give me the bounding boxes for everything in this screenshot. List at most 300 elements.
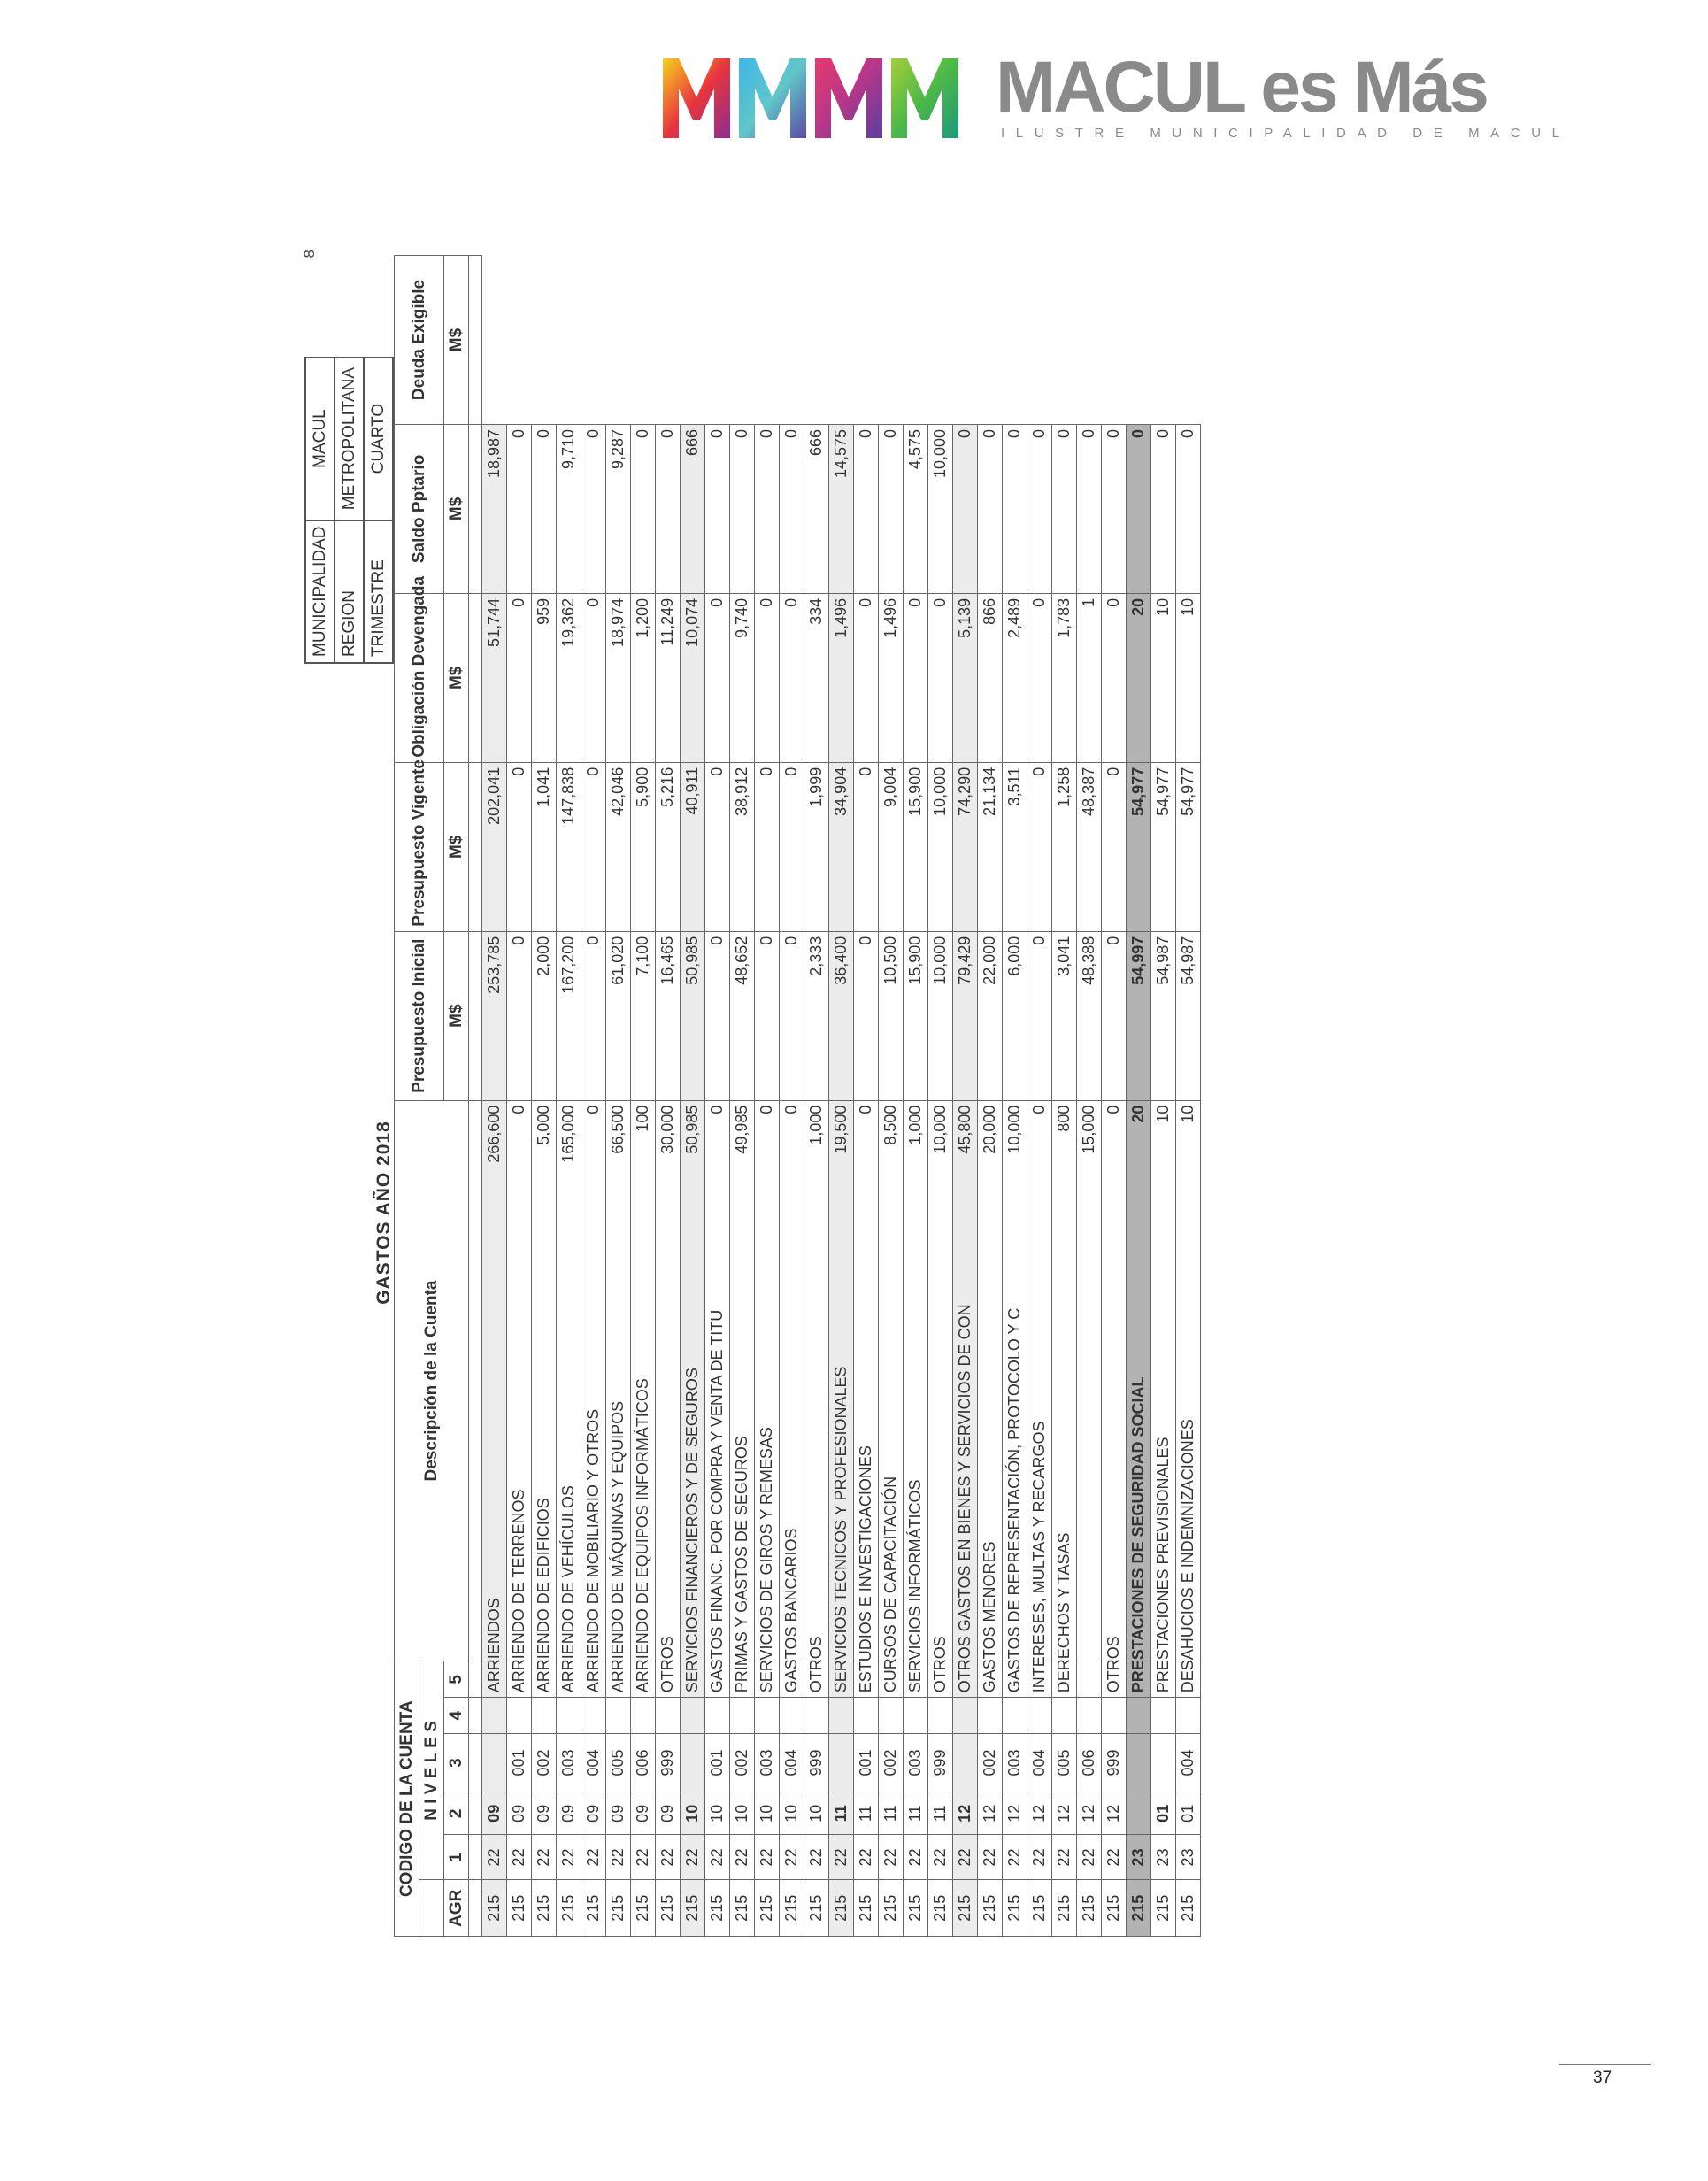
obligacion-devengada-value: 1,258 [1052,762,1077,931]
code-level-3: 004 [581,1733,606,1792]
presupuesto-vigente-value: 10,000 [928,931,953,1100]
presupuesto-inicial-value: 50,985 [681,1100,705,1661]
deuda-exigible-value: 0 [1077,424,1102,593]
scanned-budget-sheet [301,248,1425,1956]
code-level-agr: 215 [829,1880,854,1937]
info-value: METROPOLITANA [335,358,364,520]
presupuesto-inicial-value: 1,000 [904,1100,928,1661]
deuda-exigible-value: 4,575 [904,424,928,593]
code-level-1: 23 [1127,1835,1151,1880]
saldo-pptario-value: 0 [904,593,928,762]
presupuesto-vigente-value: 2,000 [532,931,557,1100]
obligacion-devengada-value: 1,999 [804,762,829,931]
presupuesto-vigente-value: 0 [507,931,532,1100]
account-description: ESTUDIOS E INVESTIGACIONES [854,1661,879,1698]
code-level-1: 22 [953,1835,978,1880]
code-level-2: 12 [1027,1792,1052,1835]
presupuesto-vigente-value: 0 [780,931,804,1100]
saldo-pptario-value: 1 [1077,593,1102,762]
saldo-pptario-value: 0 [780,593,804,762]
saldo-pptario-value: 0 [755,593,780,762]
footer-rule [1559,2064,1651,2065]
presupuesto-inicial-value: 165,000 [557,1100,581,1661]
code-level-3: 004 [1176,1733,1201,1792]
presupuesto-vigente-value: 253,785 [482,931,507,1100]
account-description: OTROS [804,1661,829,1698]
code-level-agr: 215 [1052,1880,1077,1937]
code-level-4 [705,1698,730,1734]
macul-logo-mark [659,53,969,142]
presupuesto-inicial-value: 30,000 [656,1100,681,1661]
presupuesto-inicial-value: 0 [1027,1100,1052,1661]
code-level-4 [1027,1698,1052,1734]
saldo-pptario-value: 19,362 [557,593,581,762]
code-level-1: 22 [1102,1835,1127,1880]
presupuesto-vigente-value: 61,020 [606,931,631,1100]
saldo-pptario-value: 0 [1102,593,1127,762]
code-level-3 [681,1733,705,1792]
deuda-exigible-value: 0 [631,424,656,593]
presupuesto-vigente-value: 0 [705,931,730,1100]
code-level-1: 22 [681,1835,705,1880]
deuda-exigible-value: 0 [854,424,879,593]
code-level-2: 10 [730,1792,755,1835]
deuda-exigible-value: 0 [879,424,904,593]
table-row [854,256,879,1937]
presupuesto-vigente-value: 0 [581,931,606,1100]
deuda-exigible-value: 14,575 [829,424,854,593]
code-level-4 [581,1698,606,1734]
code-level-3: 005 [606,1733,631,1792]
unit-col1: M$ [444,931,469,1100]
header-level-3: 3 [444,1733,469,1792]
presupuesto-vigente-value: 16,465 [656,931,681,1100]
saldo-pptario-value: 10,074 [681,593,705,762]
presupuesto-inicial-value: 20,000 [978,1100,1003,1661]
obligacion-devengada-value: 0 [1027,762,1052,931]
deuda-exigible-value: 0 [953,424,978,593]
code-level-3: 001 [507,1733,532,1792]
account-description: GASTOS DE REPRESENTACIÓN, PROTOCOLO Y C [1003,1661,1027,1698]
table-row [978,256,1003,1937]
obligacion-devengada-value: 0 [1102,762,1127,931]
code-level-agr: 215 [904,1880,928,1937]
account-description: GASTOS MENORES [978,1661,1003,1698]
obligacion-devengada-value: 42,046 [606,762,631,931]
saldo-pptario-value: 0 [507,593,532,762]
deuda-exigible-value: 0 [1052,424,1077,593]
header-deuda-exigible: Deuda Exigible [395,256,444,425]
code-level-2: 09 [656,1792,681,1835]
logo-subtitle: ILUSTRE MUNICIPALIDAD DE MACUL [1001,126,1571,141]
code-level-agr: 215 [705,1880,730,1937]
presupuesto-inicial-value: 8,500 [879,1100,904,1661]
document-title: GASTOS AÑO 2018 [373,1121,394,1305]
presupuesto-vigente-value: 0 [854,931,879,1100]
code-level-4 [829,1698,854,1734]
code-level-2: 12 [1077,1792,1102,1835]
code-level-3: 003 [755,1733,780,1792]
info-value: CUARTO [364,358,393,520]
account-description: GASTOS BANCARIOS [780,1661,804,1698]
deuda-exigible-value: 0 [1151,424,1176,593]
code-level-3 [953,1733,978,1792]
obligacion-devengada-value: 34,904 [829,762,854,931]
deuda-exigible-value: 0 [656,424,681,593]
unit-col3: M$ [444,593,469,762]
code-level-1: 22 [904,1835,928,1880]
header-obligacion-devengada: Obligación Devengada [395,593,444,762]
unit-col4: M$ [444,424,469,593]
saldo-pptario-value: 0 [581,593,606,762]
account-description: ARRIENDO DE EQUIPOS INFORMÁTICOS [631,1661,656,1698]
presupuesto-vigente-value: 3,041 [1052,931,1077,1100]
table-row [631,256,656,1937]
code-level-1: 22 [656,1835,681,1880]
unit-col5: M$ [444,256,469,425]
code-level-3: 002 [978,1733,1003,1792]
deuda-exigible-value: 0 [755,424,780,593]
code-level-1: 22 [705,1835,730,1880]
code-level-3: 002 [532,1733,557,1792]
presupuesto-inicial-value: 1,000 [804,1100,829,1661]
table-row [1052,256,1077,1937]
presupuesto-vigente-value: 48,388 [1077,931,1102,1100]
presupuesto-inicial-value: 266,600 [482,1100,507,1661]
table-row [681,256,705,1937]
code-level-4 [1052,1698,1077,1734]
presupuesto-inicial-value: 10 [1176,1100,1201,1661]
presupuesto-vigente-value: 15,900 [904,931,928,1100]
account-description [953,1661,978,1698]
header-level-5: 5 [444,1661,469,1698]
page-number: 37 [1593,2069,1612,2087]
presupuesto-inicial-value: 0 [507,1100,532,1661]
presupuesto-vigente-value: 6,000 [1003,931,1027,1100]
obligacion-devengada-value: 40,911 [681,762,705,931]
table-row [1077,256,1102,1937]
saldo-pptario-value: 2,489 [1003,593,1027,762]
code-level-4 [854,1698,879,1734]
presupuesto-inicial-value: 19,500 [829,1100,854,1661]
presupuesto-inicial-value: 45,800 [953,1100,978,1661]
code-level-2: 09 [557,1792,581,1835]
saldo-pptario-value: 11,249 [656,593,681,762]
code-level-2: 01 [1176,1792,1201,1835]
code-level-agr: 215 [953,1880,978,1937]
code-level-4 [656,1698,681,1734]
saldo-pptario-value: 0 [928,593,953,762]
table-row [581,256,606,1937]
code-level-1: 22 [780,1835,804,1880]
code-level-2: 10 [804,1792,829,1835]
code-level-1: 22 [755,1835,780,1880]
code-level-4 [928,1698,953,1734]
code-level-4 [557,1698,581,1734]
presupuesto-inicial-value: 5,000 [532,1100,557,1661]
saldo-pptario-value: 1,496 [829,593,854,762]
code-level-3: 004 [780,1733,804,1792]
header-level-2: 2 [444,1792,469,1835]
code-level-agr: 215 [879,1880,904,1937]
code-level-2: 11 [928,1792,953,1835]
code-level-3: 006 [1077,1733,1102,1792]
code-level-3: 002 [879,1733,904,1792]
presupuesto-vigente-value: 10,500 [879,931,904,1100]
deuda-exigible-value: 0 [978,424,1003,593]
code-level-4 [1077,1698,1102,1734]
obligacion-devengada-value: 1,041 [532,762,557,931]
code-level-2: 09 [606,1792,631,1835]
code-level-2: 12 [1102,1792,1127,1835]
deuda-exigible-value: 0 [532,424,557,593]
info-row [364,358,393,663]
obligacion-devengada-value: 74,290 [953,762,978,931]
saldo-pptario-value: 51,744 [482,593,507,762]
code-level-3: 005 [1052,1733,1077,1792]
code-level-3: 003 [1003,1733,1027,1792]
code-level-3: 004 [1027,1733,1052,1792]
code-level-3: 003 [904,1733,928,1792]
table-row [532,256,557,1937]
code-level-3: 999 [928,1733,953,1792]
obligacion-devengada-value: 38,912 [730,762,755,931]
presupuesto-vigente-value: 54,997 [1127,931,1151,1100]
table-row [829,256,854,1937]
deuda-exigible-value: 0 [705,424,730,593]
code-level-2: 01 [1151,1792,1176,1835]
code-level-2: 09 [507,1792,532,1835]
presupuesto-vigente-value: 48,652 [730,931,755,1100]
table-row [804,256,829,1937]
code-level-agr: 215 [1003,1880,1027,1937]
obligacion-devengada-value: 5,900 [631,762,656,931]
account-description: ARRIENDO DE EDIFICIOS [532,1661,557,1698]
deuda-exigible-value: 18,987 [482,424,507,593]
code-level-3: 001 [705,1733,730,1792]
code-level-1: 22 [606,1835,631,1880]
table-row [1176,256,1201,1937]
code-level-agr: 215 [631,1880,656,1937]
deuda-exigible-value: 0 [780,424,804,593]
code-level-4 [1127,1698,1151,1734]
code-level-agr: 215 [656,1880,681,1937]
info-value: MACUL [305,358,335,520]
presupuesto-inicial-value: 15,000 [1077,1100,1102,1661]
expenses-table [394,255,1201,1937]
table-row [557,256,581,1937]
presupuesto-vigente-value: 54,987 [1151,931,1176,1100]
code-level-2: 09 [482,1792,507,1835]
code-level-agr: 215 [606,1880,631,1937]
code-level-2: 12 [953,1792,978,1835]
table-row [1027,256,1052,1937]
obligacion-devengada-value: 0 [581,762,606,931]
saldo-pptario-value: 0 [854,593,879,762]
code-level-3: 003 [557,1733,581,1792]
code-level-1: 22 [631,1835,656,1880]
obligacion-devengada-value: 0 [854,762,879,931]
presupuesto-inicial-value: 0 [1102,1100,1127,1661]
code-level-agr: 215 [730,1880,755,1937]
presupuesto-inicial-value: 100 [631,1100,656,1661]
code-level-2: 11 [879,1792,904,1835]
code-level-1: 23 [1151,1835,1176,1880]
code-level-1: 22 [804,1835,829,1880]
obligacion-devengada-value: 21,134 [978,762,1003,931]
account-description: PRESTACIONES PREVISIONALES [1151,1661,1176,1698]
deuda-exigible-value: 0 [1127,424,1151,593]
code-level-2: 12 [1052,1792,1077,1835]
info-row [305,358,335,663]
code-level-agr: 215 [1102,1880,1127,1937]
presupuesto-inicial-value: 20 [1127,1100,1151,1661]
obligacion-devengada-value: 10,000 [928,762,953,931]
sheet-corner-number: 8 [301,250,318,258]
code-level-2: 09 [631,1792,656,1835]
header-presupuesto-inicial: Presupuesto Inicial [395,931,444,1100]
header-level-1: 1 [444,1835,469,1880]
deuda-exigible-value: 666 [681,424,705,593]
code-level-3: 006 [631,1733,656,1792]
presupuesto-vigente-value: 36,400 [829,931,854,1100]
obligacion-devengada-value: 54,977 [1176,762,1201,931]
code-level-1: 22 [854,1835,879,1880]
table-row [1003,256,1027,1937]
presupuesto-vigente-value: 50,985 [681,931,705,1100]
code-level-agr: 215 [854,1880,879,1937]
table-row [904,256,928,1937]
account-description: DESAHUCIOS E INDEMNIZACIONES [1176,1661,1201,1698]
saldo-pptario-value: 0 [1027,593,1052,762]
account-description: ARRIENDO DE MOBILIARIO Y OTROS [581,1661,606,1698]
code-level-4 [755,1698,780,1734]
code-level-agr: 215 [1027,1880,1052,1937]
code-level-1: 23 [1176,1835,1201,1880]
account-description [1127,1661,1151,1698]
code-level-1: 22 [532,1835,557,1880]
account-description: OTROS [1102,1661,1127,1698]
info-label: TRIMESTRE [364,520,393,663]
saldo-pptario-value: 9,740 [730,593,755,762]
code-level-agr: 215 [482,1880,507,1937]
deuda-exigible-value: 9,710 [557,424,581,593]
code-level-3 [1151,1733,1176,1792]
obligacion-devengada-value: 48,387 [1077,762,1102,931]
deuda-exigible-value: 666 [804,424,829,593]
account-description: SERVICIOS INFORMÁTICOS [904,1661,928,1698]
account-description: CURSOS DE CAPACITACIÓN [879,1661,904,1698]
table-row [730,256,755,1937]
saldo-pptario-value: 18,974 [606,593,631,762]
code-level-1: 22 [879,1835,904,1880]
code-level-2 [1127,1792,1151,1835]
code-level-4 [1102,1698,1127,1734]
code-level-2: 09 [581,1792,606,1835]
saldo-pptario-value: 10 [1151,593,1176,762]
account-description [829,1661,854,1698]
code-level-2: 10 [705,1792,730,1835]
code-level-1: 22 [730,1835,755,1880]
saldo-pptario-value: 20 [1127,593,1151,762]
table-row [755,256,780,1937]
account-description [1077,1661,1102,1698]
table-row [780,256,804,1937]
code-level-3: 999 [804,1733,829,1792]
code-level-4 [681,1698,705,1734]
deuda-exigible-value: 0 [1176,424,1201,593]
presupuesto-vigente-value: 2,333 [804,931,829,1100]
obligacion-devengada-value: 3,511 [1003,762,1027,931]
info-label: REGION [335,520,364,663]
info-box [304,357,394,664]
saldo-pptario-value: 5,139 [953,593,978,762]
obligacion-devengada-value: 0 [507,762,532,931]
code-level-2: 11 [854,1792,879,1835]
obligacion-devengada-value: 54,977 [1151,762,1176,931]
code-level-3: 002 [730,1733,755,1792]
code-level-4 [730,1698,755,1734]
table-row [1151,256,1176,1937]
obligacion-devengada-value: 9,004 [879,762,904,931]
presupuesto-vigente-value: 167,200 [557,931,581,1100]
presupuesto-vigente-value: 54,987 [1176,931,1201,1100]
header-presupuesto-vigente: Presupuesto Vigente [395,762,444,931]
code-level-4 [1176,1698,1201,1734]
saldo-pptario-value: 10 [1176,593,1201,762]
presupuesto-vigente-value: 79,429 [953,931,978,1100]
obligacion-devengada-value: 0 [755,762,780,931]
code-level-4 [606,1698,631,1734]
code-level-1: 22 [1077,1835,1102,1880]
obligacion-devengada-value: 0 [780,762,804,931]
code-level-1: 22 [507,1835,532,1880]
header-description: Descripción de la Cuenta [395,1100,469,1661]
account-description: GASTOS FINANC. POR COMPRA Y VENTA DE TITU [705,1661,730,1698]
presupuesto-inicial-value: 66,500 [606,1100,631,1661]
deuda-exigible-value: 10,000 [928,424,953,593]
code-level-agr: 215 [532,1880,557,1937]
account-description: OTROS [656,1661,681,1698]
code-level-1: 22 [482,1835,507,1880]
header-saldo-pptario: Saldo Pptario [395,424,444,593]
header-code-group: CODIGO DE LA CUENTA [395,1661,419,1937]
header-level-4: 4 [444,1698,469,1734]
account-description [482,1661,507,1698]
table-row [705,256,730,1937]
code-level-2: 11 [829,1792,854,1835]
code-level-agr: 215 [804,1880,829,1937]
deuda-exigible-value: 9,287 [606,424,631,593]
code-level-agr: 215 [1176,1880,1201,1937]
table-row [482,256,507,1937]
code-level-agr: 215 [755,1880,780,1937]
code-level-3 [1127,1733,1151,1792]
code-level-1: 22 [978,1835,1003,1880]
deuda-exigible-value: 0 [1003,424,1027,593]
code-level-agr: 215 [581,1880,606,1937]
unit-col2: M$ [444,762,469,931]
account-description: ARRIENDO DE MÁQUINAS Y EQUIPOS [606,1661,631,1698]
obligacion-devengada-value: 54,977 [1127,762,1151,931]
code-level-4 [804,1698,829,1734]
header-levels: N I V E L E S [419,1661,444,1880]
account-description: INTERESES, MULTAS Y RECARGOS [1027,1661,1052,1698]
code-level-agr: 215 [1127,1880,1151,1937]
saldo-pptario-value: 866 [978,593,1003,762]
logo-wordmark: MACUL es Más [996,47,1487,127]
code-level-1: 22 [1027,1835,1052,1880]
